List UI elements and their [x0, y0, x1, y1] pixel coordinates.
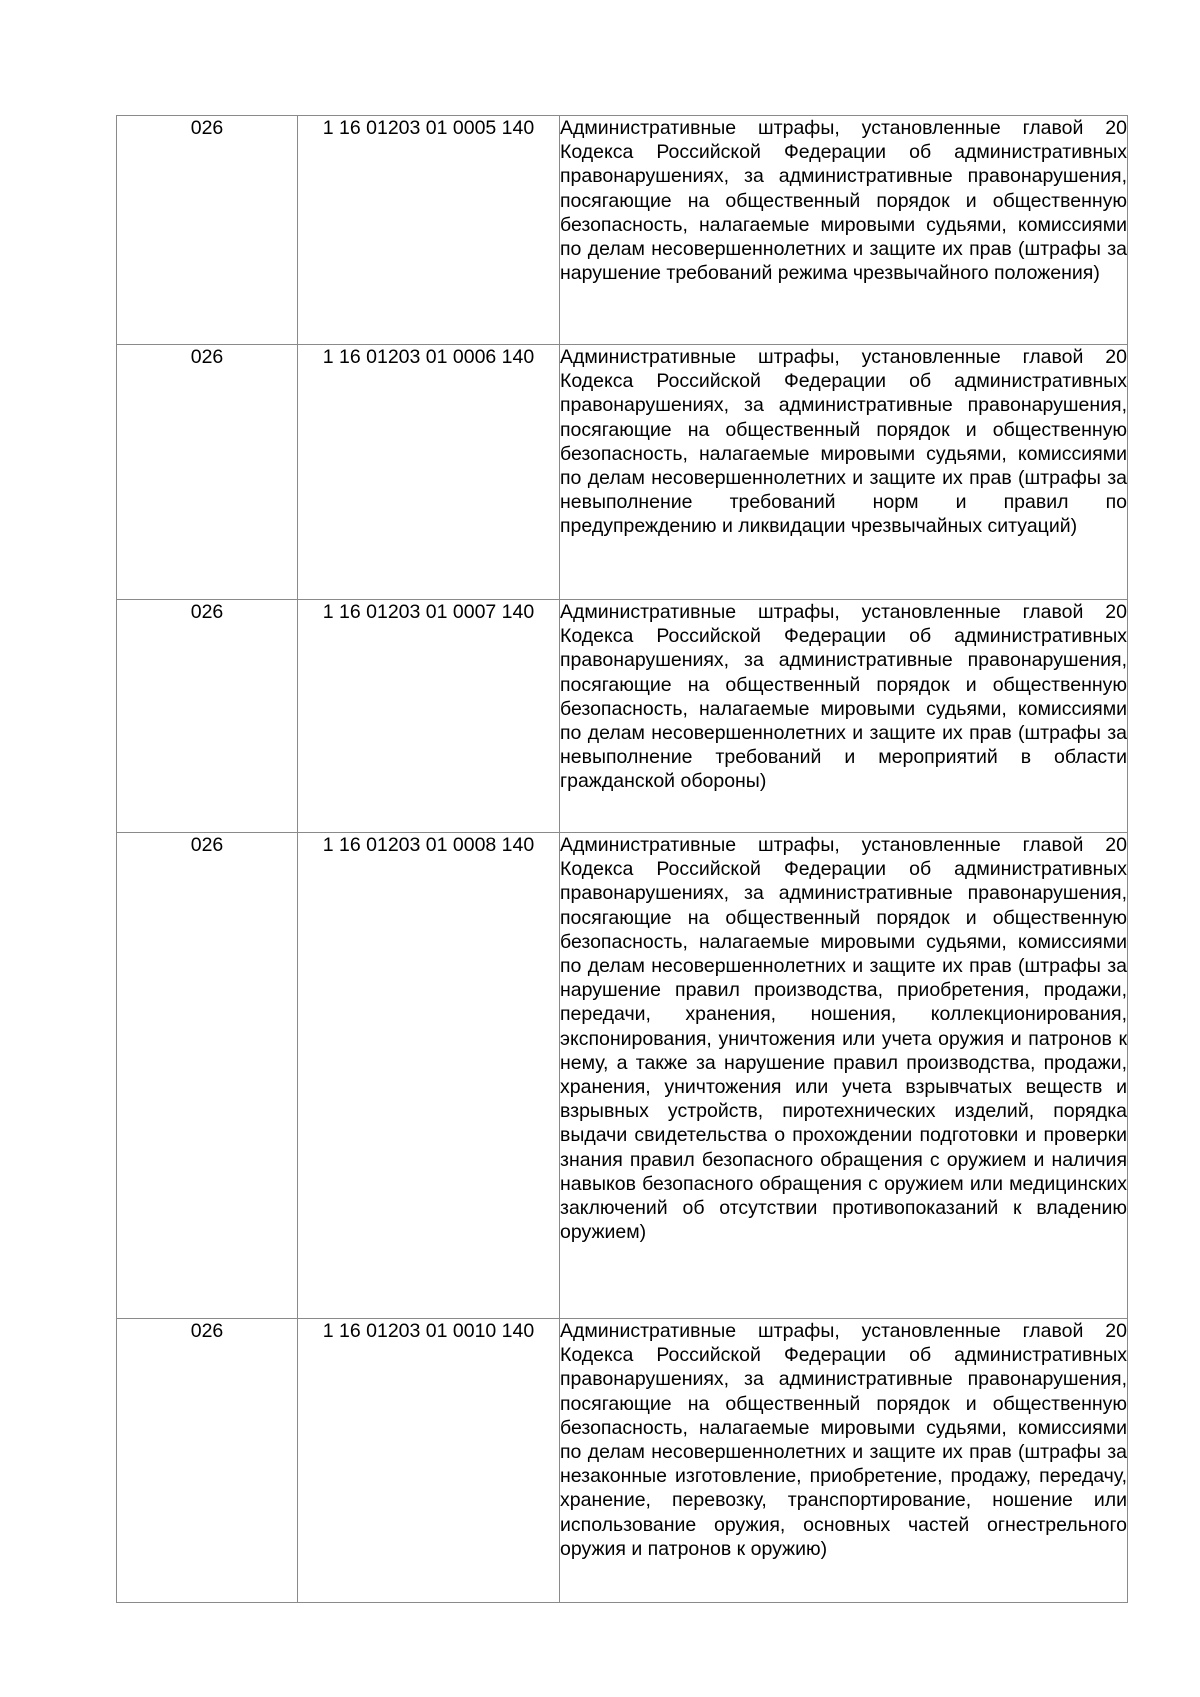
- admin-code-cell: 026: [117, 1319, 298, 1603]
- description-cell: Административные штрафы, установленные главой 20 Кодекса Российской Федерации об административных правонарушениях, за административные правонарушения, посягающие на общественный порядок и общественную безопасность, налагаемые мировыми судьями, комиссиями по делам несовершеннолетних и защите их прав (штрафы за незаконные изготовление, приобретение, продажу, передачу, хранение, перевозку, транспортирование, ношение или использование оружия, основных частей огнестрельного оружия и патронов к оружию): [560, 1319, 1128, 1603]
- table-row: [117, 600, 1128, 833]
- table-row: [117, 1319, 1128, 1603]
- kbk-code-cell: 1 16 01203 01 0010 140: [298, 1319, 560, 1603]
- admin-code-cell: 026: [117, 833, 298, 1319]
- kbk-code-cell: 1 16 01203 01 0008 140: [298, 833, 560, 1319]
- description-cell: Административные штрафы, установленные главой 20 Кодекса Российской Федерации об административных правонарушениях, за административные правонарушения, посягающие на общественный порядок и общественную безопасность, налагаемые мировыми судьями, комиссиями по делам несовершеннолетних и защите их прав (штрафы за невыполнение требований норм и правил по предупреждению и ликвидации чрезвычайных ситуаций): [560, 345, 1128, 600]
- kbk-code-cell: 1 16 01203 01 0006 140: [298, 345, 560, 600]
- revenue-codes-table: [116, 115, 1128, 1603]
- admin-code-cell: 026: [117, 116, 298, 345]
- kbk-code-cell: 1 16 01203 01 0005 140: [298, 116, 560, 345]
- description-cell: Административные штрафы, установленные главой 20 Кодекса Российской Федерации об административных правонарушениях, за административные правонарушения, посягающие на общественный порядок и общественную безопасность, налагаемые мировыми судьями, комиссиями по делам несовершеннолетних и защите их прав (штрафы за нарушение требований режима чрезвычайного положения): [560, 116, 1128, 345]
- description-cell: Административные штрафы, установленные главой 20 Кодекса Российской Федерации об административных правонарушениях, за административные правонарушения, посягающие на общественный порядок и общественную безопасность, налагаемые мировыми судьями, комиссиями по делам несовершеннолетних и защите их прав (штрафы за нарушение правил производства, приобретения, продажи, передачи, хранения, ношения, коллекционирования, экспонирования, уничтожения или учета оружия и патронов к нему, а также за нарушение правил производства, продажи, хранения, уничтожения или учета взрывчатых веществ и взрывных устройств, пиротехнических изделий, порядка выдачи свидетельства о прохождении подготовки и проверки знания правил безопасного обращения с оружием и наличия навыков безопасного обращения с оружием или медицинских заключений об отсутствии противопоказаний к владению оружием): [560, 833, 1128, 1319]
- admin-code-cell: 026: [117, 345, 298, 600]
- admin-code-cell: 026: [117, 600, 298, 833]
- description-cell: Административные штрафы, установленные главой 20 Кодекса Российской Федерации об административных правонарушениях, за административные правонарушения, посягающие на общественный порядок и общественную безопасность, налагаемые мировыми судьями, комиссиями по делам несовершеннолетних и защите их прав (штрафы за невыполнение требований и мероприятий в области гражданской обороны): [560, 600, 1128, 833]
- table-row: [117, 833, 1128, 1319]
- kbk-code-cell: 1 16 01203 01 0007 140: [298, 600, 560, 833]
- table-row: [117, 116, 1128, 345]
- table-row: [117, 345, 1128, 600]
